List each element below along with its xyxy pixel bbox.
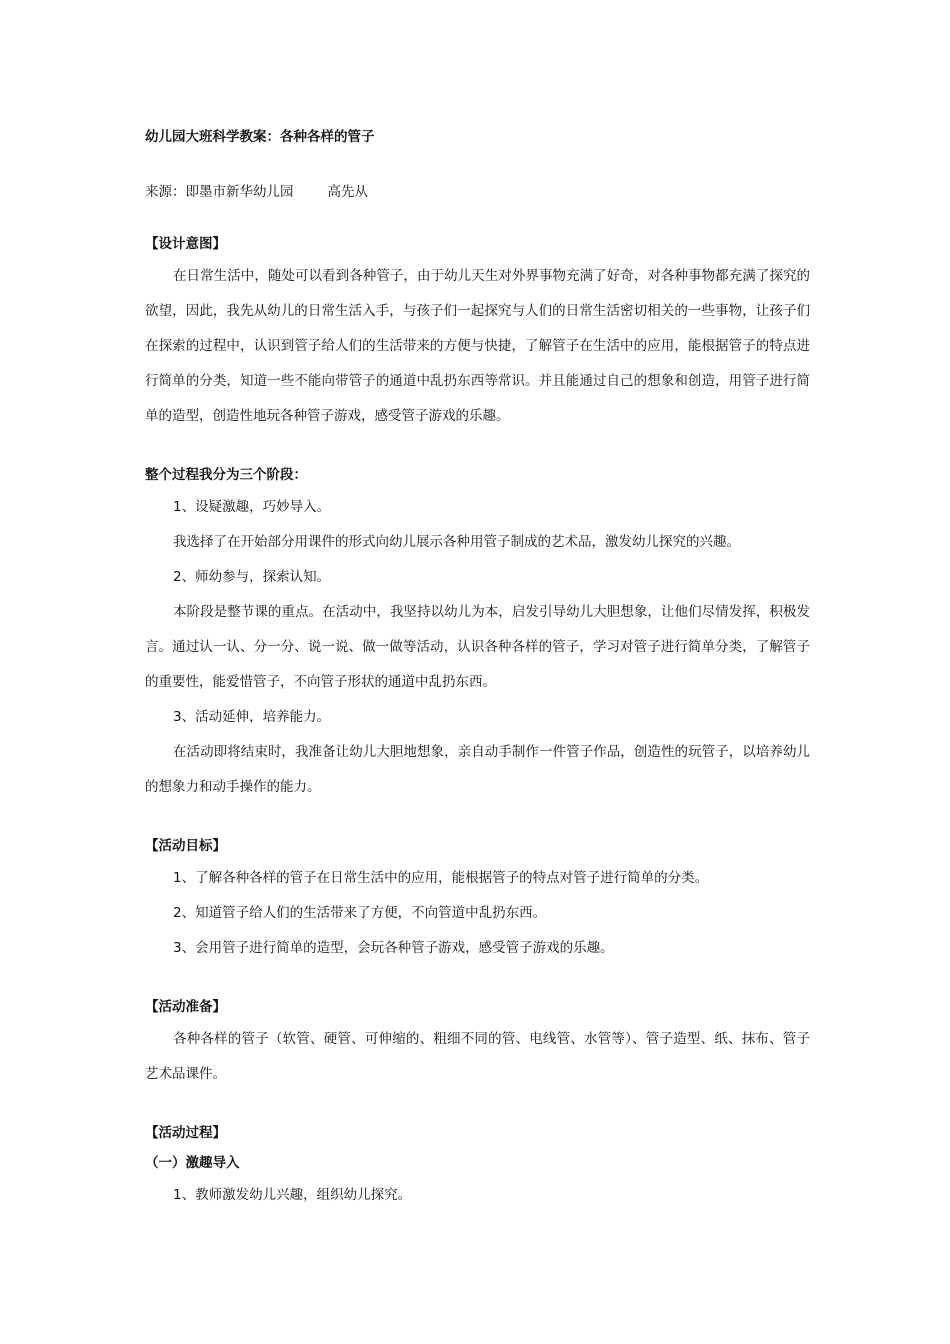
source-label: 来源：即墨市新华幼儿园: [145, 184, 294, 200]
document-page: [145, 126, 810, 1213]
stage-3-title: 3、活动延伸，培养能力。: [173, 709, 331, 725]
stage-3-text: 在活动即将结束时，我准备让幼儿大胆地想象，亲自动手制作一件管子作品，创造性的玩管子，以培养幼儿的想象力和动手操作的能力。: [145, 744, 810, 795]
stage-2-title: 2、师幼参与，探索认知。: [173, 569, 331, 585]
design-paragraph: 在日常生活中，随处可以看到各种管子，由于幼儿天生对外界事物充满了好奇，对各种事物都充满了探究的欲望，因此，我先从幼儿的日常生活入手，与孩子们一起探究与人们的日常生活密切相关的一些事物，让孩子们在探索的过程中，认识到管子给人们的生活带来的方便与快捷，了解管子在生活中的应用，能根据管子的特点进行简单的分类，知道一些不能向带管子的通道中乱扔东西等常识。并且能通过自己的想象和创造，用管子进行简单的造型，创造性地玩各种管子游戏，感受管子游戏的乐趣。: [145, 268, 810, 424]
process-item-1: 1、教师激发幼儿兴趣，组织幼儿探究。: [173, 1187, 412, 1203]
source-author: 高先从: [327, 184, 368, 200]
goal-item-2: 2、知道管子给人们的生活带来了方便，不向管道中乱扔东西。: [173, 905, 547, 921]
preparation-paragraph: 各种各样的管子（软管、硬管、可伸缩的、粗细不同的管、电线管、水管等）、管子造型、纸、抹布、管子艺术品课件。: [145, 1031, 810, 1082]
goal-item-1: 1、了解各种各样的管子在日常生活中的应用，能根据管子的特点对管子进行简单的分类。: [173, 870, 709, 886]
design-heading: 【设计意图】: [145, 236, 226, 252]
stages-heading: 整个过程我分为三个阶段：: [145, 467, 307, 483]
document-source: [145, 181, 810, 203]
process-heading: 【活动过程】: [145, 1125, 226, 1141]
document-title: 幼儿园大班科学教案：各种各样的管子: [145, 129, 375, 145]
stage-2-text: 本阶段是整节课的重点。在活动中，我坚持以幼儿为本，启发引导幼儿大胆想象，让他们尽情发挥，积极发言。通过认一认、分一分、说一说、做一做等活动，认识各种各样的管子，学习对管子进行简单分类，了解管子的重要性，能爱惜管子，不向管子形状的通道中乱扔东西。: [145, 604, 810, 690]
goal-item-3: 3、会用管子进行简单的造型，会玩各种管子游戏，感受管子游戏的乐趣。: [173, 940, 614, 956]
goals-heading: 【活动目标】: [145, 838, 226, 854]
stage-1-text: 我选择了在开始部分用课件的形式向幼儿展示各种用管子制成的艺术品，激发幼儿探究的兴趣。: [173, 534, 740, 550]
process-sub-heading: （一）激趣导入: [145, 1155, 240, 1171]
stage-1-title: 1、设疑激趣，巧妙导入。: [173, 499, 331, 515]
preparation-heading: 【活动准备】: [145, 999, 226, 1015]
